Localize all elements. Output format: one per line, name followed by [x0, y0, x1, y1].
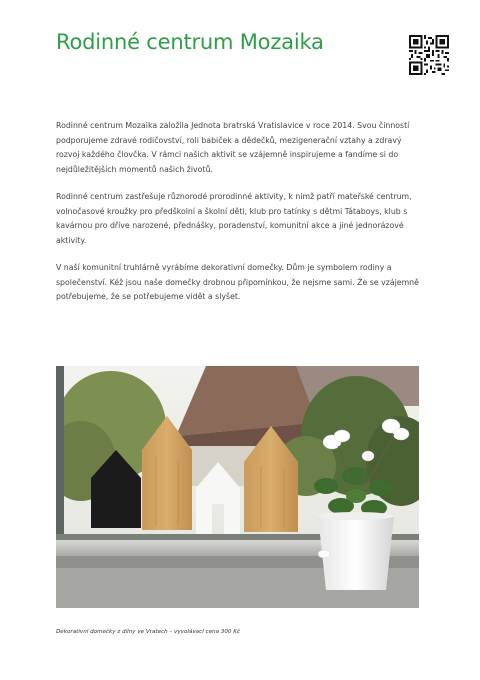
intro-text — [56, 119, 422, 318]
paragraph-workshop: V naší komunitní truhlárně vyrábíme dekorativní domečky. Dům je symbolem rodiny a společenství. Kéž jsou naše domečky drobnou připomínkou, že nejsme sami. Že se vzájemně potřebujeme, že se potřebujeme vidět a slyšet. — [56, 263, 419, 301]
qr-code-icon[interactable] — [409, 35, 449, 75]
paragraph-about: Rodinné centrum Mozaika založila Jednota bratrská Vratislavice v roce 2014. Svou činností podporujeme zdravé rodičovství, roli babiček a dědečků, mezigenerační vztahy a zdravý rozvoj každého človčka. V rámci našich aktivit se vzájemně inspirujeme a fandíme si do nejdůležitějších momentů našich životů. — [56, 121, 410, 174]
photo-caption: Dekorativní domečky z dílny ve Vratech – vyvolávací cena 300 Kč — [56, 629, 240, 635]
houses-photo — [56, 366, 419, 608]
paragraph-activities: Rodinné centrum zastřešuje různorodé prorodinné aktivity, k nimž patří mateřské centrum, volnočasové kroužky pro předškolní a školní děti, klub pro tatínky s dětmi Tátaboys, klub s kavárnou pro dříve narozené, přednášky, poradenství, komunitní akce a jiné jednorázové aktivity. — [56, 192, 412, 245]
page-title: Rodinné centrum Mozaika — [56, 30, 324, 54]
